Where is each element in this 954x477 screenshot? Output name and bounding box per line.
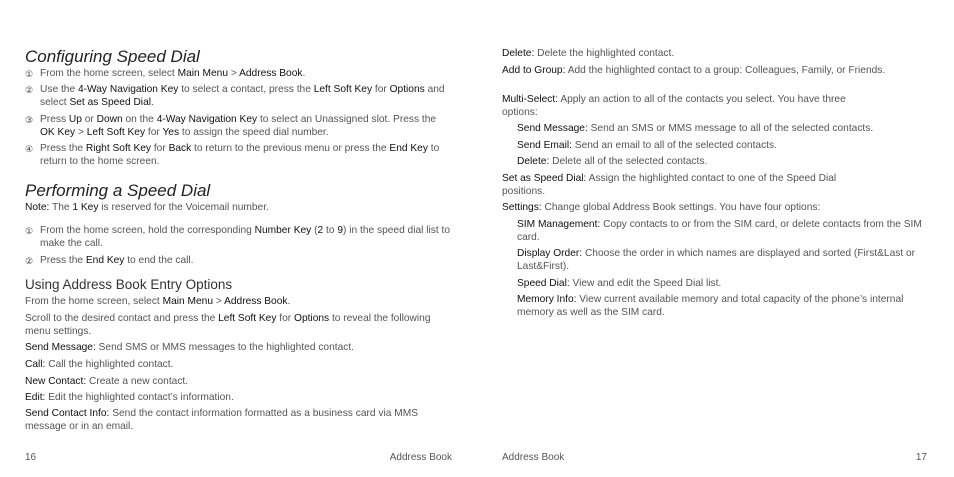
key-term: Right Soft Key	[85, 143, 151, 154]
key-term: End Key	[85, 255, 125, 266]
key-term: Left Soft Key	[218, 313, 277, 324]
key-term: Left Soft Key	[313, 84, 373, 95]
key-term: Multi-Select:	[502, 94, 559, 105]
note-text: Note: The 1 Key is reserved for the Voicemail number.	[25, 202, 269, 213]
sub-entry-send-message: Send Message: Send an SMS or MMS message to all of the selected contacts.	[517, 123, 874, 134]
sub-entry-sim-management: SIM Management: Copy contacts to or from the SIM card, or delete contacts from the SIM card.	[517, 219, 922, 243]
config-step-4: Press the Right Soft Key for Back to return to the previous menu or press the End Key to return to the home screen.	[40, 143, 440, 167]
perform-step-1: From the home screen, hold the corresponding Number Key (2 to 9) in the speed dial list to make the call.	[40, 225, 451, 249]
key-term: 9	[337, 225, 343, 236]
key-term: Speed Dial:	[517, 278, 570, 289]
sub-entry-delete: Delete: Delete all of the selected contacts.	[517, 156, 708, 167]
key-term: Address Book	[239, 68, 303, 79]
option-send-contact-info: Send Contact Info: Send the contact information formatted as a business card via MMS message or in an email.	[25, 408, 418, 432]
step-number: ③	[25, 115, 34, 125]
entry-add-to-group: Add to Group: Add the highlighted contact to a group: Colleagues, Family, or Friends.	[502, 65, 886, 76]
step-number: ④	[25, 144, 34, 154]
heading-performing-speed-dial: Performing a Speed Dial	[25, 181, 211, 200]
key-term: Send Message:	[517, 123, 588, 134]
key-term: Send Contact Info:	[25, 408, 110, 419]
key-term: Yes	[162, 126, 180, 138]
key-term: OK Key	[40, 126, 76, 138]
key-term: Settings:	[502, 202, 542, 213]
right-page	[502, 0, 927, 477]
left-page	[25, 0, 455, 477]
config-step-3: Press Up or Down on the 4-Way Navigation Key to select an Unassigned slot. Press the OK Key > Left Soft Key for Yes to assign the speed dial number.	[40, 114, 437, 138]
key-term: Number Key	[254, 225, 312, 236]
key-term: 1 Key	[72, 202, 99, 213]
using-line-2: Scroll to the desired contact and press the Left Soft Key for Options to reveal the following menu settings.	[25, 313, 431, 337]
sub-entry-display-order: Display Order: Choose the order in which names are displayed and sorted (First&Last or Last&First).	[517, 248, 916, 272]
key-term: Set as Speed Dial	[69, 96, 152, 108]
key-term: Send Email:	[517, 140, 572, 151]
key-term: 4-Way Navigation Key	[156, 114, 258, 125]
key-term: Address Book	[224, 296, 288, 307]
page-number: 16	[25, 452, 37, 463]
step-number: ②	[25, 85, 34, 95]
key-term: Options	[389, 84, 425, 95]
entry-multi-select: Multi-Select: Apply an action to all of the contacts you select. You have three options:	[502, 94, 846, 118]
using-line-1: From the home screen, select Main Menu > Address Book.	[25, 296, 291, 307]
key-term: New Contact:	[25, 376, 87, 387]
entry-settings: Settings: Change global Address Book settings. You have four options:	[502, 202, 821, 213]
key-term: Send Message:	[25, 342, 96, 353]
key-term: Back	[168, 143, 192, 154]
key-term: End Key	[389, 143, 428, 154]
key-term: Options	[294, 313, 330, 324]
key-term: 2	[317, 225, 324, 236]
key-term: Note:	[25, 202, 50, 213]
config-step-2: Use the 4-Way Navigation Key to select a contact, press the Left Soft Key for Options and select Set as Speed Dial.	[40, 84, 445, 108]
step-number: ①	[25, 226, 34, 236]
option-edit: Edit: Edit the highlighted contact’s information.	[25, 392, 234, 403]
key-term: Memory Info:	[517, 294, 577, 305]
option-send-message: Send Message: Send SMS or MMS messages to the highlighted contact.	[25, 342, 355, 353]
config-step-1: From the home screen, select Main Menu > Address Book.	[40, 68, 306, 79]
key-term: Up	[68, 114, 82, 125]
step-number: ②	[25, 256, 34, 266]
step-number: ①	[25, 69, 34, 79]
key-term: Delete:	[502, 48, 535, 59]
key-term: Call:	[25, 359, 46, 370]
key-term: Edit:	[25, 392, 46, 403]
key-term: Main Menu	[162, 296, 213, 307]
heading-using-address-book: Using Address Book Entry Options	[25, 277, 233, 292]
sub-entry-speed-dial: Speed Dial: View and edit the Speed Dial list.	[517, 278, 722, 289]
perform-step-2: Press the End Key to end the call.	[40, 255, 194, 266]
key-term: Main Menu	[177, 68, 228, 79]
sub-entry-memory-info: Memory Info: View current available memory and total capacity of the phone’s internal memory as well as the SIM card.	[517, 294, 904, 318]
option-new-contact: New Contact: Create a new contact.	[25, 376, 189, 387]
sub-entry-send-email: Send Email: Send an email to all of the selected contacts.	[517, 140, 777, 151]
key-term: Delete:	[517, 156, 550, 167]
key-term: SIM Management:	[517, 219, 601, 230]
entry-delete: Delete: Delete the highlighted contact.	[502, 48, 675, 59]
entry-set-as-speed-dial: Set as Speed Dial: Assign the highlighted contact to one of the Speed Dial positions.	[502, 173, 837, 197]
page-number: 17	[915, 452, 927, 463]
option-call: Call: Call the highlighted contact.	[25, 359, 174, 370]
key-term: Set as Speed Dial:	[502, 173, 587, 184]
key-term: 4-Way Navigation Key	[77, 84, 179, 95]
key-term: Left Soft Key	[86, 126, 146, 138]
key-term: Add to Group:	[502, 65, 566, 76]
key-term: Display Order:	[517, 248, 583, 259]
running-footer-title: Address Book	[502, 452, 565, 463]
running-footer-title: Address Book	[389, 452, 452, 463]
heading-configuring-speed-dial: Configuring Speed Dial	[25, 47, 200, 66]
key-term: Down	[96, 114, 123, 125]
